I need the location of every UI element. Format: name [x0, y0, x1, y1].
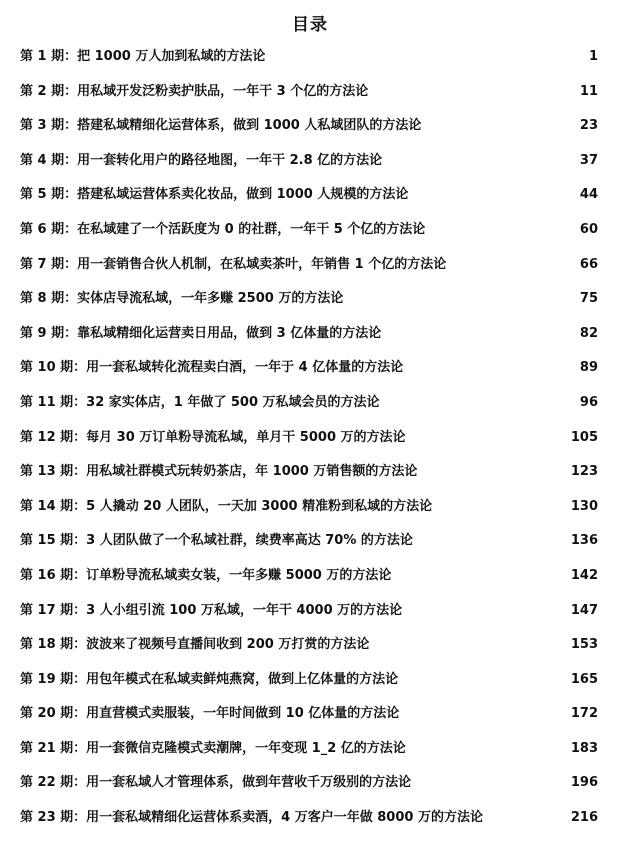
- toc-entry: [0, 732, 620, 767]
- toc-entry-page-number: 123: [570, 464, 598, 480]
- toc-entry: [0, 766, 620, 801]
- toc-entry-title: 第 22 期：用一套私域人才管理体系，做到年营收千万级别的方法论: [20, 775, 412, 791]
- toc-entry-page-number: 75: [579, 291, 598, 307]
- toc-entry: [0, 801, 620, 836]
- toc-entry: [0, 386, 620, 421]
- toc-entry: [0, 351, 620, 386]
- toc-entry-page-number: 66: [579, 256, 598, 272]
- toc-entry-title: 第 1 期：把 1000 万人加到私域的方法论: [20, 49, 266, 64]
- toc-entry: [0, 490, 620, 525]
- toc-entry-title: 第 23 期：用一套私域精细化运营体系卖酒，4 万客户一年做 8000 万的方法论: [20, 810, 483, 826]
- toc-entry: [0, 282, 620, 317]
- toc-entry-page-number: 142: [570, 567, 598, 583]
- toc-entry-title: 第 11 期：32 家实体店，1 年做了 500 万私域会员的方法论: [20, 394, 380, 410]
- toc-entry-page-number: 183: [570, 740, 598, 756]
- toc-entry: [0, 663, 620, 698]
- toc-entry-page-number: 105: [570, 429, 598, 445]
- toc-entry-title: 第 16 期：订单粉导流私域卖女装，一年多赚 5000 万的方法论: [20, 567, 392, 583]
- toc-entry-page-number: 130: [570, 498, 598, 514]
- toc-entry-title: 第 15 期：3 人团队做了一个私域社群，续费率高达 70% 的方法论: [20, 533, 413, 549]
- toc-entry-page-number: 82: [579, 325, 598, 341]
- toc-entry-page-number: 11: [579, 83, 598, 99]
- toc-entry-title: 第 13 期：用私域社群模式玩转奶茶店，年 1000 万销售额的方法论: [20, 464, 418, 480]
- toc-entry-title: 第 4 期：用一套转化用户的路径地图，一年干 2.8 亿的方法论: [20, 152, 383, 168]
- toc-entry-page-number: 136: [570, 533, 598, 549]
- toc-entry-page-number: 216: [570, 810, 598, 826]
- toc-entry-page-number: 96: [579, 394, 598, 410]
- toc-entry-title: 第 19 期：用包年模式在私域卖鲜炖燕窝，做到上亿体量的方法论: [20, 671, 399, 687]
- toc-entry-title: 第 5 期：搭建私域运营体系卖化妆品，做到 1000 人规模的方法论: [20, 187, 409, 203]
- toc-entry-title: 第 20 期：用直营模式卖服装，一年时间做到 10 亿体量的方法论: [20, 706, 400, 722]
- toc-entry: [0, 248, 620, 283]
- toc-entry: [0, 213, 620, 248]
- toc-entry: [0, 144, 620, 179]
- page-title: 目录: [292, 15, 328, 35]
- toc-entry-title: 第 21 期：用一套微信克隆模式卖潮牌，一年变现 1_2 亿的方法论: [20, 740, 406, 756]
- toc-entry-page-number: 172: [570, 706, 598, 722]
- toc-entry: [0, 524, 620, 559]
- toc-entry: [0, 697, 620, 732]
- toc-entry-title: 第 18 期：波波来了视频号直播间收到 200 万打赏的方法论: [20, 637, 370, 653]
- toc-entry-page-number: 44: [579, 187, 598, 203]
- toc-entry-page-number: 165: [570, 671, 598, 687]
- toc-entry-title: 第 7 期：用一套销售合伙人机制，在私域卖茶叶，年销售 1 个亿的方法论: [20, 256, 447, 272]
- toc-entry-page-number: 147: [570, 602, 598, 618]
- toc-entry-page-number: 89: [579, 360, 598, 376]
- toc-entry: [0, 75, 620, 110]
- toc-entry-title: 第 14 期：5 人撬动 20 人团队，一天加 3000 精准粉到私域的方法论: [20, 498, 433, 514]
- toc-entry-title: 第 3 期：搭建私域精细化运营体系，做到 1000 人私域团队的方法论: [20, 118, 422, 134]
- toc-entry: [0, 594, 620, 629]
- toc-entry-page-number: 153: [570, 637, 598, 653]
- toc-entry-page-number: 196: [570, 775, 598, 791]
- toc-entry-page-number: 23: [579, 118, 598, 134]
- toc-entry: [0, 178, 620, 213]
- toc-entry: [0, 628, 620, 663]
- toc-entry: [0, 40, 620, 75]
- toc-entry: [0, 317, 620, 352]
- toc-entry: [0, 559, 620, 594]
- toc-entry-page-number: 60: [579, 221, 598, 237]
- table-of-contents: [0, 40, 620, 836]
- toc-entry-page-number: 1: [588, 49, 598, 64]
- toc-entry-title: 第 6 期：在私域建了一个活跃度为 0 的社群，一年干 5 个亿的方法论: [20, 221, 426, 237]
- toc-entry-title: 第 12 期：每月 30 万订单粉导流私域，单月干 5000 万的方法论: [20, 429, 406, 445]
- toc-entry-title: 第 2 期：用私域开发泛粉卖护肤品，一年干 3 个亿的方法论: [20, 83, 369, 99]
- toc-entry-page-number: 37: [579, 152, 598, 168]
- toc-entry: [0, 109, 620, 144]
- toc-entry-title: 第 9 期：靠私域精细化运营卖日用品，做到 3 亿体量的方法论: [20, 325, 382, 341]
- toc-entry-title: 第 8 期：实体店导流私域，一年多赚 2500 万的方法论: [20, 291, 344, 307]
- toc-entry: [0, 421, 620, 456]
- toc-entry-title: 第 10 期：用一套私域转化流程卖白酒，一年于 4 亿体量的方法论: [20, 360, 404, 376]
- toc-entry-title: 第 17 期：3 人小组引流 100 万私域，一年干 4000 万的方法论: [20, 602, 403, 618]
- toc-entry: [0, 455, 620, 490]
